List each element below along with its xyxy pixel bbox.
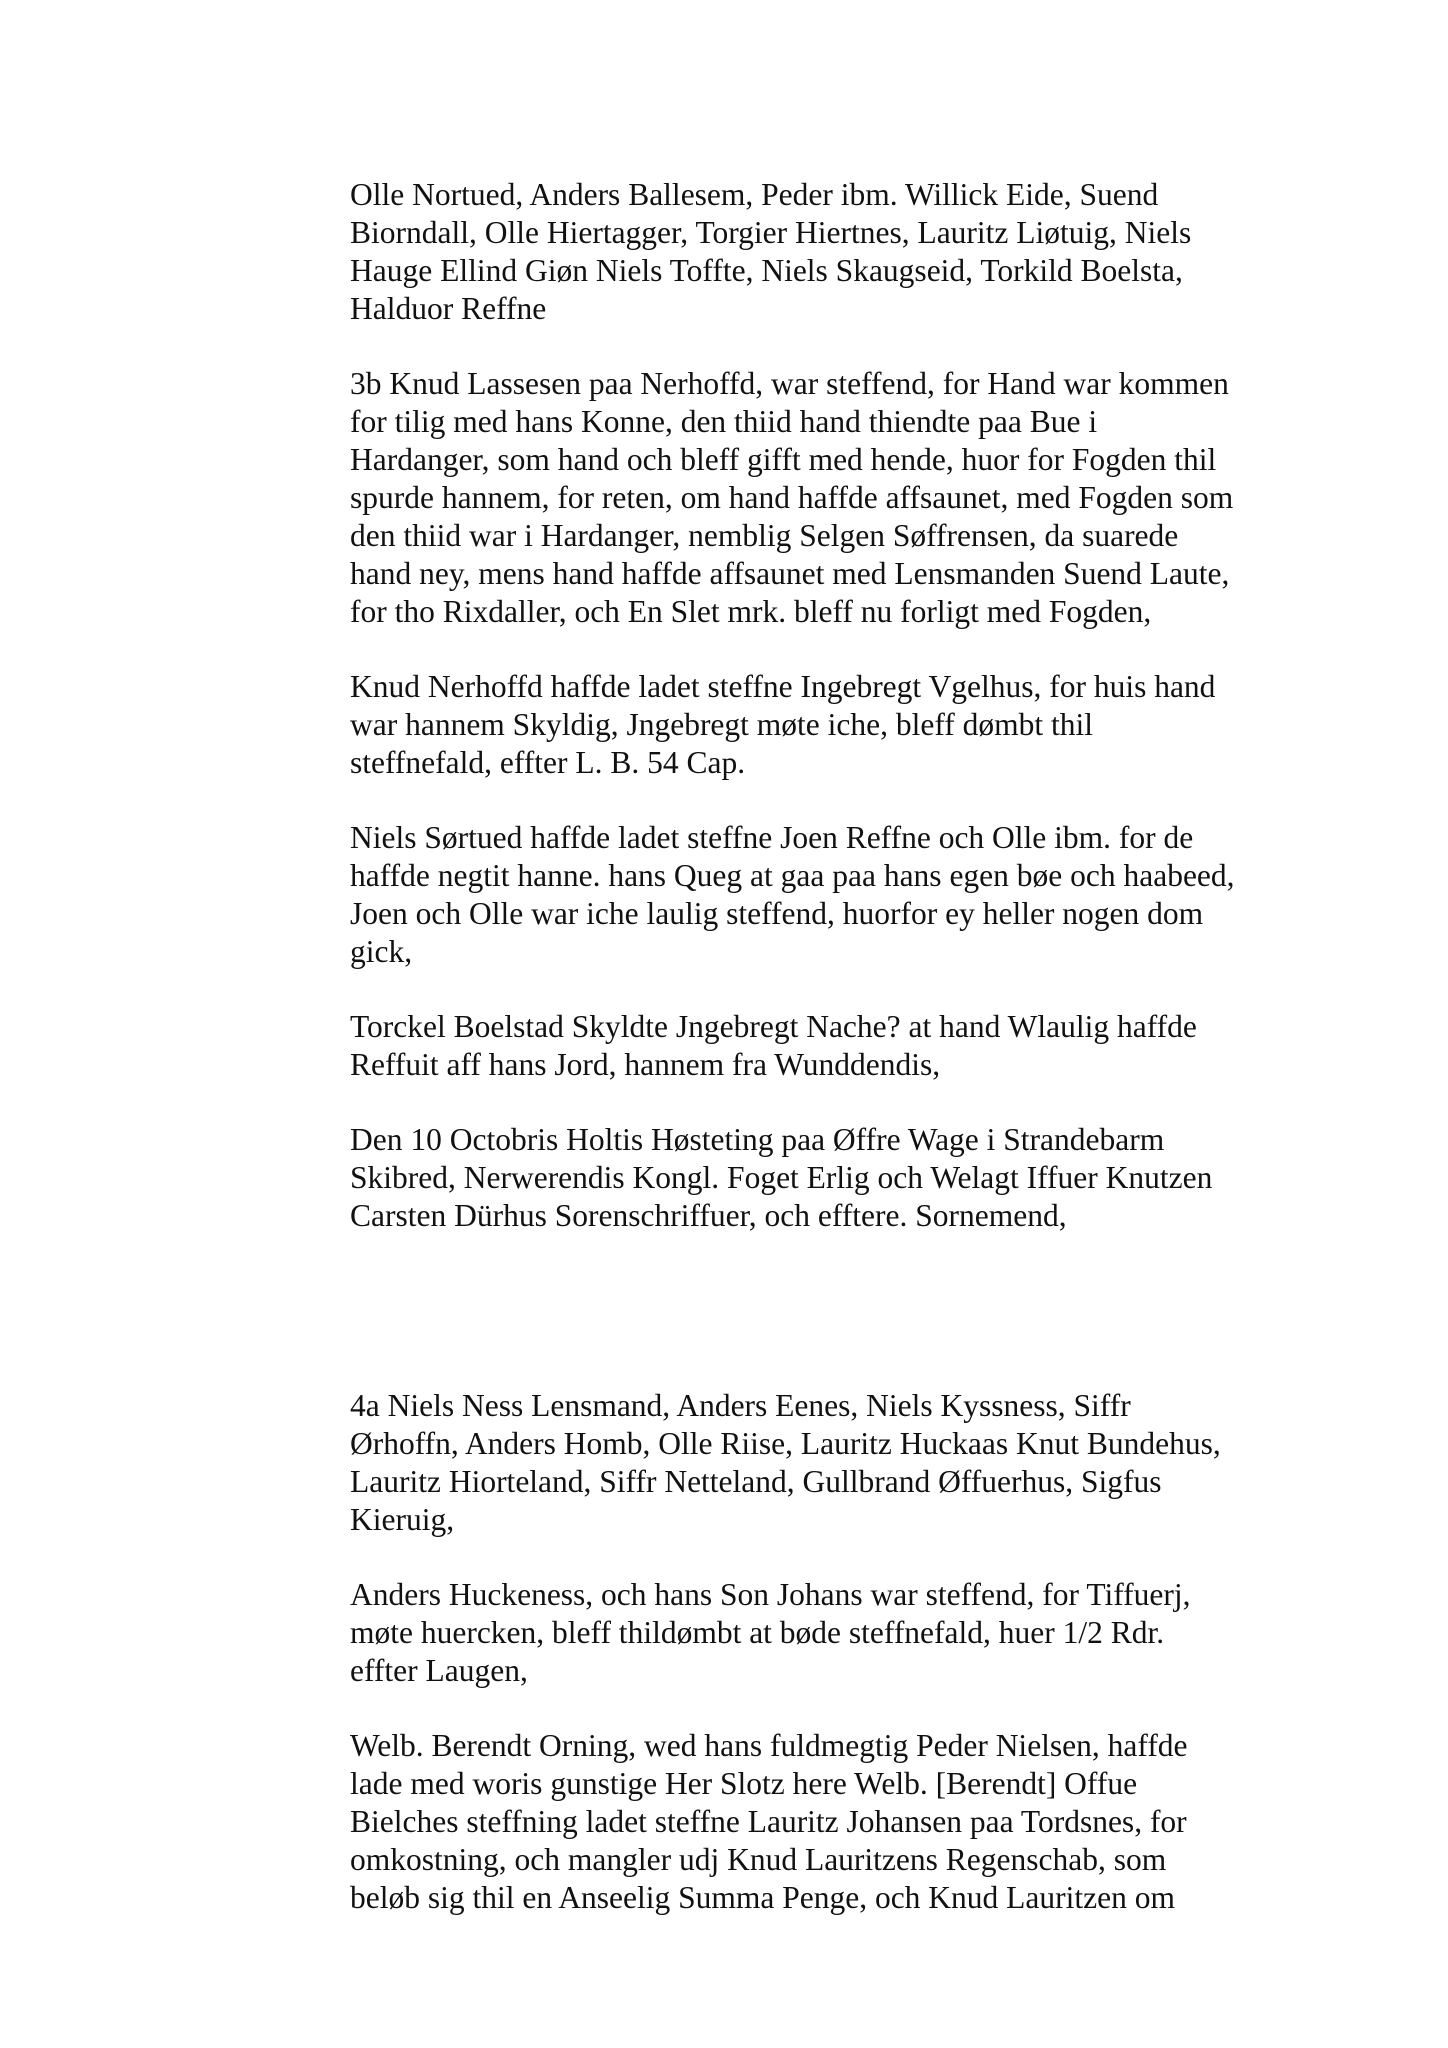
text-line: 4a Niels Ness Lensmand, Anders Eenes, Niels Kyssness, Siffr xyxy=(350,1388,1131,1423)
paragraph-jurors-4a xyxy=(350,1387,1330,1539)
text-line: for tho Rixdaller, och En Slet mrk. bleff nu forligt med Fogden, xyxy=(350,594,1152,629)
paragraph-case-boelstad xyxy=(350,1008,1330,1084)
text-line: møte huercken, bleff thildømbt at bøde steffnefald, huer 1/2 Rdr. xyxy=(350,1615,1165,1650)
paragraph-case-huckeness xyxy=(350,1576,1330,1690)
text-line: for tilig med hans Konne, den thiid hand thiendte paa Bue i xyxy=(350,404,1098,439)
text-line: Knud Nerhoffd haffde ladet steffne Ingebregt Vgelhus, for huis hand xyxy=(350,669,1216,704)
text-line: steffnefald, effter L. B. 54 Cap. xyxy=(350,745,746,780)
text-line: Biorndall, Olle Hiertagger, Torgier Hiertnes, Lauritz Liøtuig, Niels xyxy=(350,215,1192,250)
text-line: spurde hannem, for reten, om hand haffde affsaunet, med Fogden som xyxy=(350,480,1234,515)
text-line: Anders Huckeness, och hans Son Johans war steffend, for Tiffuerj, xyxy=(350,1577,1191,1612)
paragraph-case-3b xyxy=(350,365,1330,631)
paragraph-jurors-list xyxy=(350,176,1330,328)
text-line: Skibred, Nerwerendis Kongl. Foget Erlig och Welagt Iffuer Knutzen xyxy=(350,1160,1213,1195)
text-line: beløb sig thil en Anseelig Summa Penge, och Knud Lauritzen om xyxy=(350,1880,1175,1915)
paragraph-session-heading xyxy=(350,1121,1330,1235)
transcription-text xyxy=(350,176,1330,1954)
text-line: Hauge Ellind Giøn Niels Toffte, Niels Skaugseid, Torkild Boelsta, xyxy=(350,253,1183,288)
text-line: effter Laugen, xyxy=(350,1653,528,1688)
text-line: haffde negtit hanne. hans Queg at gaa paa hans egen bøe och haabeed, xyxy=(350,858,1235,893)
text-line: gick, xyxy=(350,934,413,969)
text-line: Bielches steffning ladet steffne Lauritz Johansen paa Tordsnes, for xyxy=(350,1804,1187,1839)
paragraph-case-orning xyxy=(350,1727,1330,1917)
text-line: Torckel Boelstad Skyldte Jngebregt Nache? at hand Wlaulig haffde xyxy=(350,1009,1197,1044)
text-line: Ørhoffn, Anders Homb, Olle Riise, Lauritz Huckaas Knut Bundehus, xyxy=(350,1426,1221,1461)
text-line: Den 10 Octobris Holtis Høsteting paa Øffre Wage i Strandebarm xyxy=(350,1122,1165,1157)
text-line: Carsten Dürhus Sorenschriffuer, och efftere. Sornemend, xyxy=(350,1198,1067,1233)
text-line: Halduor Reffne xyxy=(350,291,547,326)
text-line: Kieruig, xyxy=(350,1502,455,1537)
text-line: war hannem Skyldig, Jngebregt møte iche, bleff dømbt thil xyxy=(350,707,1094,742)
text-line: den thiid war i Hardanger, nemblig Selgen Søffrensen, da suarede xyxy=(350,518,1179,553)
text-line: Olle Nortued, Anders Ballesem, Peder ibm. Willick Eide, Suend xyxy=(350,177,1159,212)
paragraph-case-sortued xyxy=(350,819,1330,971)
paragraph-case-nerhoffd xyxy=(350,668,1330,782)
text-line: lade med woris gunstige Her Slotz here Welb. [Berendt] Offue xyxy=(350,1766,1138,1801)
text-line: hand ney, mens hand haffde affsaunet med Lensmanden Suend Laute, xyxy=(350,556,1230,591)
text-line: omkostning, och mangler udj Knud Lauritzens Regenschab, som xyxy=(350,1842,1167,1877)
text-line: Niels Sørtued haffde ladet steffne Joen Reffne och Olle ibm. for de xyxy=(350,820,1194,855)
text-line: Reffuit aff hans Jord, hannem fra Wunddendis, xyxy=(350,1047,941,1082)
text-line: 3b Knud Lassesen paa Nerhoffd, war steffend, for Hand war kommen xyxy=(350,366,1229,401)
text-line: Welb. Berendt Orning, wed hans fuldmegtig Peder Nielsen, haffde xyxy=(350,1728,1188,1763)
text-line: Joen och Olle war iche laulig steffend, huorfor ey heller nogen dom xyxy=(350,896,1204,931)
text-line: Lauritz Hiorteland, Siffr Netteland, Gullbrand Øffuerhus, Sigfus xyxy=(350,1464,1162,1499)
text-line: Hardanger, som hand och bleff gifft med hende, huor for Fogden thil xyxy=(350,442,1217,477)
